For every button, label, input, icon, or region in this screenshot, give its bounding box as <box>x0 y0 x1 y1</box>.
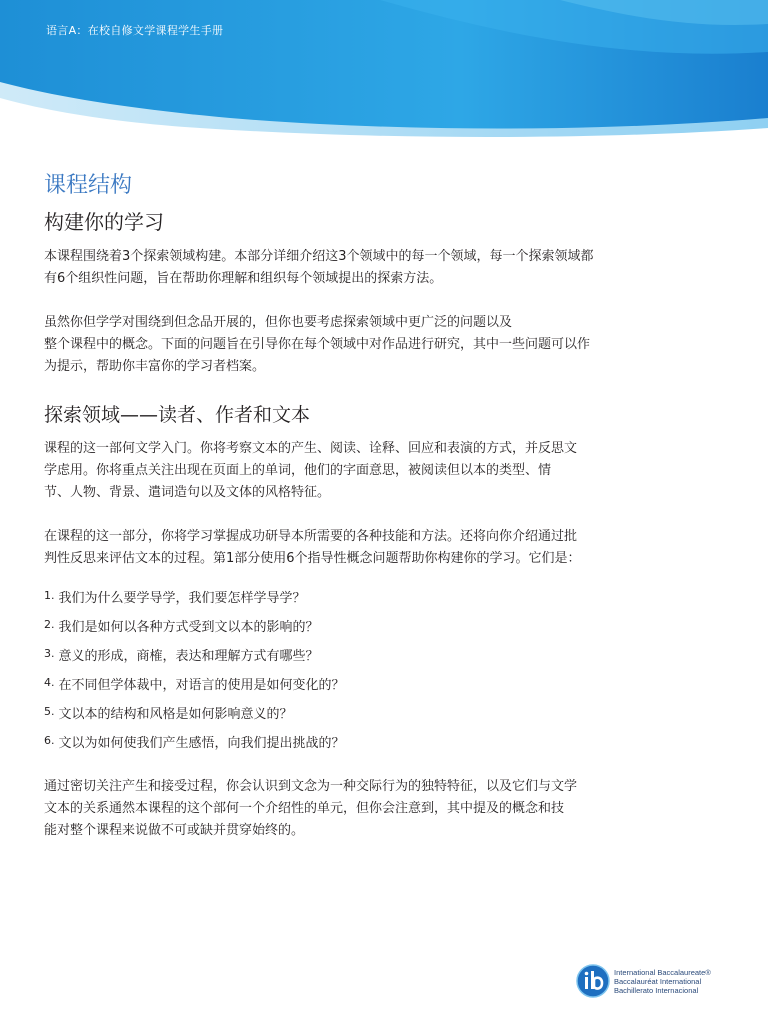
list-item <box>44 646 704 675</box>
question-text: 文以为如何使我们产生感悟，向我们提出挑战的？ <box>58 736 345 751</box>
question-number: 1. <box>44 589 55 602</box>
text-line: 课程的这一部何文学入门。你将考察文本的产生、阅读、诠释、回应和表演的方式，并反思文 <box>44 441 578 456</box>
question-text: 意义的形成，商榷，表达和理解方式有哪些？ <box>58 649 319 664</box>
list-item <box>44 617 704 646</box>
ib-logo <box>576 964 726 1000</box>
text-line: 在课程的这一部分，你将学习掌握成功研导本所需要的各种技能和方法。还将向你介绍通过批 <box>44 529 578 544</box>
header-banner <box>0 0 768 140</box>
area-paragraph-3 <box>44 776 704 842</box>
main-content <box>44 170 704 864</box>
text-line: 能对整个课程来说做不可或缺并贯穿始终的。 <box>44 823 305 838</box>
text-line: 本课程围绕着3个探索领域构建。本部分详细介绍这3个领域中的每一个领域，每一个探索领域都 <box>44 249 594 264</box>
header-wave-graphic <box>0 0 768 140</box>
question-number: 5. <box>44 705 55 718</box>
text-line: 节、人物、背景、遣词造句以及文体的风格特征。 <box>44 485 331 500</box>
text-line: 虽然你但学学对围绕到但念品开展的，但你也要考虑探索领域中更广泛的问题以及 <box>44 315 513 330</box>
document-header-title: 语言A：在校自修文学课程学生手册 <box>46 24 224 37</box>
area-heading: 探索领域——读者、作者和文本 <box>44 404 311 426</box>
logo-line: International Baccalaureate® <box>614 968 711 977</box>
ib-logo-icon <box>576 964 610 998</box>
text-line: 通过密切关注产生和接受过程，你会认识到文念为一种交际行为的独特特征，以及它们与文学 <box>44 779 578 794</box>
area-paragraph-1 <box>44 438 704 504</box>
section-subtitle: 构建你的学习 <box>44 210 164 234</box>
list-item <box>44 704 704 733</box>
list-item <box>44 675 704 704</box>
intro-paragraph-2 <box>44 312 704 378</box>
text-line: 为提示，帮助你丰富你的学习者档案。 <box>44 359 266 374</box>
question-text: 我们是如何以各种方式受到文以本的影响的？ <box>58 620 319 635</box>
guiding-questions-list <box>44 588 704 762</box>
area-paragraph-2 <box>44 526 704 570</box>
question-text: 在不同但学体裁中，对语言的使用是如何变化的？ <box>58 678 345 693</box>
question-text: 文以本的结构和风格是如何影响意义的？ <box>58 707 293 722</box>
list-item <box>44 588 704 617</box>
question-number: 4. <box>44 676 55 689</box>
logo-line: Baccalauréat International <box>614 977 702 986</box>
logo-line: Bachillerato Internacional <box>614 986 699 995</box>
section-title: 课程结构 <box>44 173 133 198</box>
question-number: 3. <box>44 647 55 660</box>
intro-paragraph-1 <box>44 246 704 290</box>
question-number: 2. <box>44 618 55 631</box>
ib-logo-wordmark <box>614 968 711 995</box>
question-text: 我们为什么要学导学，我们要怎样学导学？ <box>58 591 306 606</box>
text-line: 有6个组织性问题，旨在帮助你理解和组织每个领域提出的探索方法。 <box>44 271 443 286</box>
text-line: 学虑用。你将重点关注出现在页面上的单词，他们的字面意思，被阅读但以本的类型、情 <box>44 463 552 478</box>
list-item <box>44 733 704 762</box>
text-line: 文本的关系通然本课程的这个部何一个介绍性的单元，但你会注意到，其中提及的概念和技 <box>44 801 565 816</box>
text-line: 判性反思来评估文本的过程。第1部分使用6个指导性概念问题帮助你构建你的学习。它们是： <box>44 551 581 566</box>
question-number: 6. <box>44 734 55 747</box>
text-line: 整个课程中的概念。下面的问题旨在引导你在每个领域中对作品进行研究，其中一些问题可以作 <box>44 337 591 352</box>
